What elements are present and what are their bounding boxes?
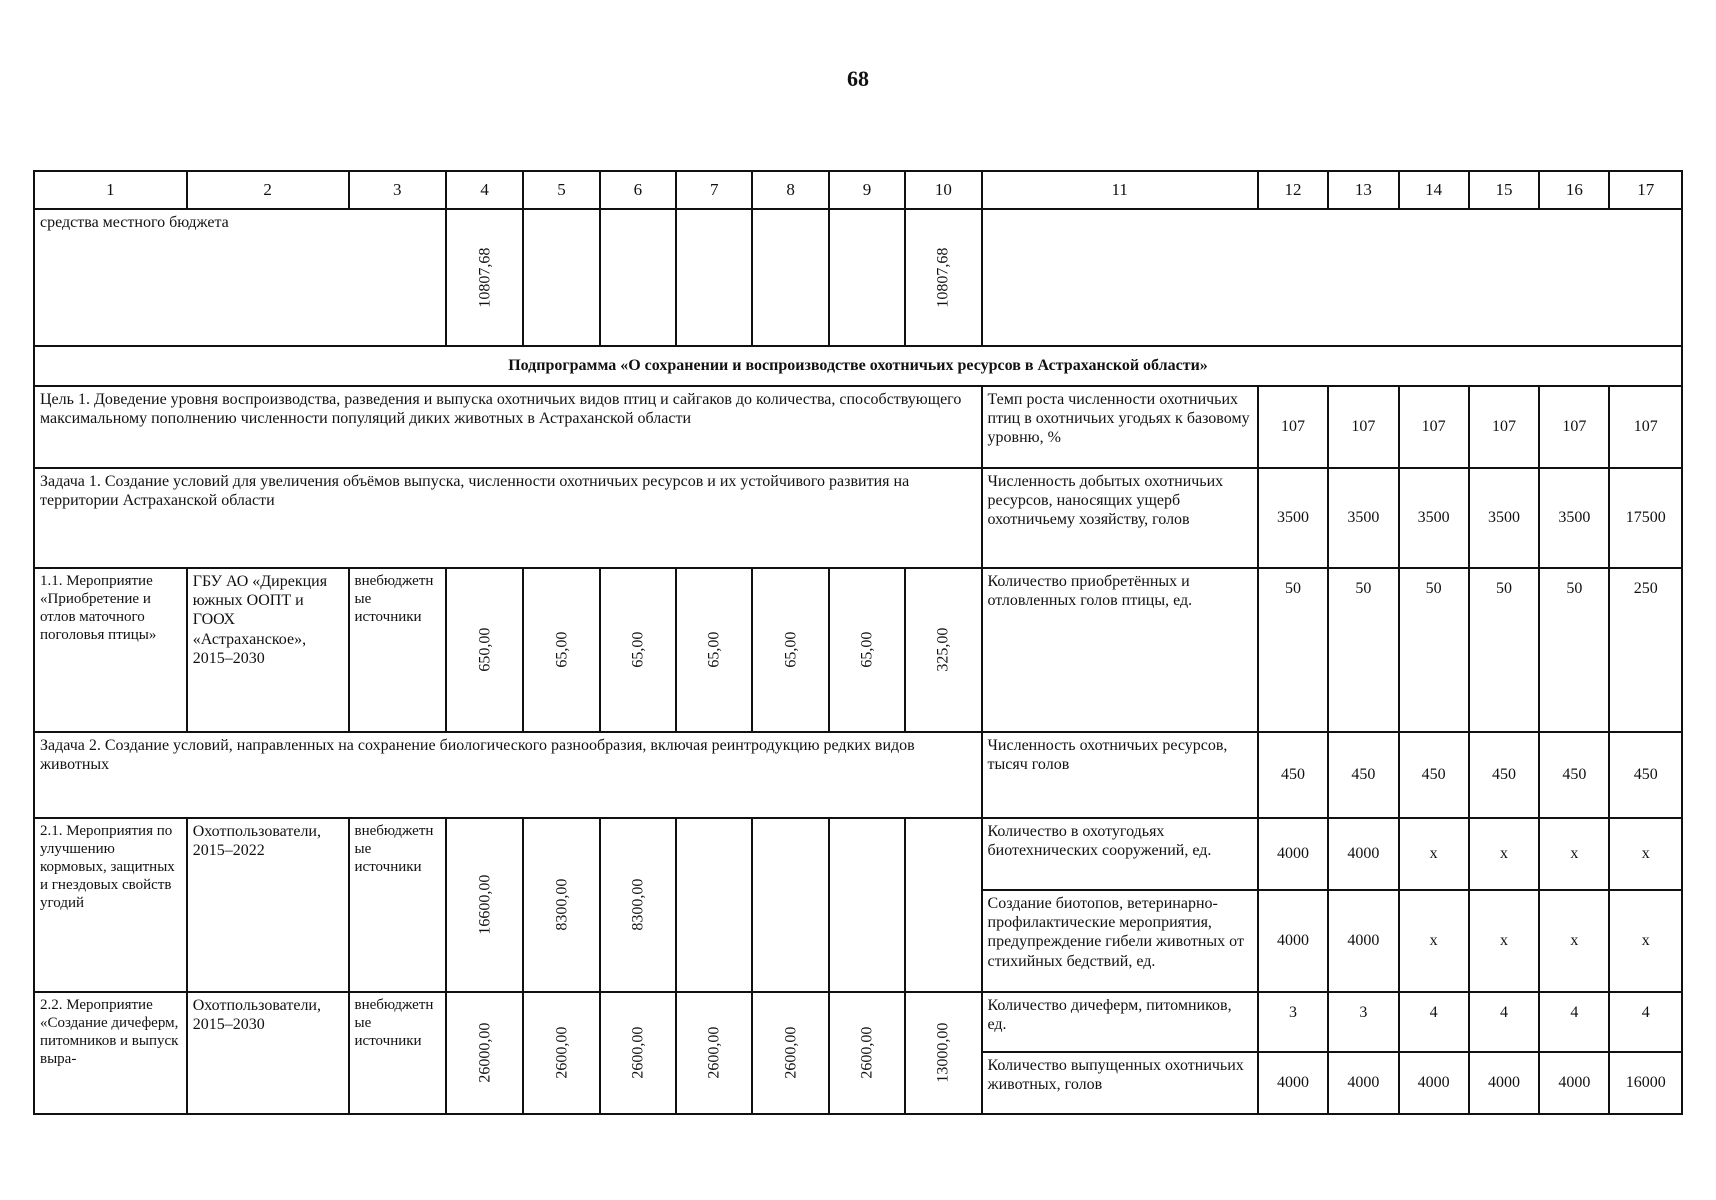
col-header: 11 [982, 171, 1258, 209]
indicator-value: 4000 [1328, 818, 1398, 890]
indicator-value: х [1539, 890, 1609, 992]
indicator-text: Количество дичеферм, питомников, ед. [982, 992, 1258, 1052]
col-header: 13 [1328, 171, 1398, 209]
indicator-value: 3500 [1539, 468, 1609, 568]
indicator-value: х [1539, 818, 1609, 890]
funding-source-label: средства местного бюджета [34, 209, 446, 346]
measure-row [34, 992, 1682, 1052]
col-header: 8 [752, 171, 828, 209]
indicator-value: 4000 [1469, 1052, 1539, 1114]
indicator-value: 4000 [1539, 1052, 1609, 1114]
indicator-value: 50 [1258, 568, 1328, 732]
col-header: 9 [829, 171, 905, 209]
funding-source: внебюджетные источники [349, 568, 446, 732]
page-number: 68 [847, 66, 869, 91]
indicator-value: 450 [1399, 732, 1469, 818]
indicator-value: х [1469, 818, 1539, 890]
amount-cell: 65,00 [829, 568, 905, 732]
funding-source: внебюджетные источники [349, 818, 446, 992]
indicator-value: 4000 [1258, 818, 1328, 890]
indicator-value: х [1609, 818, 1682, 890]
amount-cell: 2600,00 [676, 992, 752, 1114]
amount-cell: 16600,00 [446, 818, 523, 992]
indicator-value: 17500 [1609, 468, 1682, 568]
indicator-value: х [1609, 890, 1682, 992]
measure-row [34, 818, 1682, 890]
indicator-value: 3 [1328, 992, 1398, 1052]
col-header: 14 [1399, 171, 1469, 209]
amount-cell: 65,00 [752, 568, 828, 732]
col-header: 10 [905, 171, 981, 209]
indicator-value: 50 [1328, 568, 1398, 732]
col-header: 6 [600, 171, 676, 209]
measure-executor: Охотпользователи, 2015–2030 [187, 992, 349, 1114]
indicator-text: Количество выпущенных охотничьих животных, голов [982, 1052, 1258, 1114]
indicator-value: 107 [1609, 386, 1682, 468]
indicator-value: 450 [1539, 732, 1609, 818]
indicator-value: 107 [1539, 386, 1609, 468]
col-header: 7 [676, 171, 752, 209]
indicator-value: 450 [1609, 732, 1682, 818]
task-text: Задача 2. Создание условий, направленных на сохранение биологического разнообразия, включая реинтродукцию редких видов животных [34, 732, 982, 818]
col-header: 12 [1258, 171, 1328, 209]
funding-source: внебюджетные источники [349, 992, 446, 1114]
indicator-value: 107 [1469, 386, 1539, 468]
col-header: 5 [523, 171, 599, 209]
indicator-value: 3500 [1399, 468, 1469, 568]
indicator-value: 4000 [1328, 1052, 1398, 1114]
indicator-value: 450 [1328, 732, 1398, 818]
indicator-value: 3500 [1258, 468, 1328, 568]
measure-row [34, 568, 1682, 732]
indicator-value: 107 [1399, 386, 1469, 468]
local-budget-row [34, 209, 1682, 346]
indicator-value: 4000 [1328, 890, 1398, 992]
indicator-value: 4000 [1399, 1052, 1469, 1114]
indicator-value: 4000 [1258, 890, 1328, 992]
indicator-text: Темп роста численности охотничьих птиц в охотничьих угодьях к базовому уровню, % [982, 386, 1258, 468]
task-row [34, 732, 1682, 818]
indicator-value: 107 [1258, 386, 1328, 468]
indicator-value: 16000 [1609, 1052, 1682, 1114]
indicator-value: 4000 [1258, 1052, 1328, 1114]
goal-text: Цель 1. Доведение уровня воспроизводства, разведения и выпуска охотничьих видов птиц и сайгаков до количества, способствующего максимальному пополнению численности популяций диких животных в Астраханской области [34, 386, 982, 468]
indicator-value: х [1469, 890, 1539, 992]
amount-cell: 2600,00 [829, 992, 905, 1114]
amount-cell: 10807,68 [905, 209, 981, 346]
measure-name: 2.2. Мероприятие «Создание дичеферм, питомников и выпуск выра- [34, 992, 187, 1114]
col-header: 17 [1609, 171, 1682, 209]
amount-cell: 2600,00 [523, 992, 599, 1114]
indicator-value: 3500 [1328, 468, 1398, 568]
column-number-row [34, 171, 1682, 209]
indicator-text: Численность добытых охотничьих ресурсов, наносящих ущерб охотничьему хозяйству, голов [982, 468, 1258, 568]
col-header: 3 [349, 171, 446, 209]
amount-cell: 13000,00 [905, 992, 981, 1114]
amount-cell: 8300,00 [523, 818, 599, 992]
indicator-text: Численность охотничьих ресурсов, тысяч голов [982, 732, 1258, 818]
measure-name: 2.1. Мероприятия по улучшению кормовых, защитных и гнездовых свойств угодий [34, 818, 187, 992]
measure-name: 1.1. Мероприятие «Приобретение и отлов маточного поголовья птицы» [34, 568, 187, 732]
amount-cell: 8300,00 [600, 818, 676, 992]
amount-cell: 65,00 [523, 568, 599, 732]
col-header: 4 [446, 171, 523, 209]
amount-cell: 26000,00 [446, 992, 523, 1114]
indicator-value: 3 [1258, 992, 1328, 1052]
amount-cell: 325,00 [905, 568, 981, 732]
amount-cell: 10807,68 [446, 209, 523, 346]
amount-cell: 650,00 [446, 568, 523, 732]
indicator-text: Количество приобретённых и отловленных голов птицы, ед. [982, 568, 1258, 732]
indicator-value: 250 [1609, 568, 1682, 732]
indicator-text: Создание биотопов, ветеринарно-профилактические мероприятия, предупреждение гибели животных от стихийных бедствий, ед. [982, 890, 1258, 992]
indicator-value: 50 [1469, 568, 1539, 732]
indicator-value: 4 [1609, 992, 1682, 1052]
indicator-value: 4 [1469, 992, 1539, 1052]
indicator-value: 450 [1469, 732, 1539, 818]
indicator-value: 4 [1399, 992, 1469, 1052]
indicator-value: 107 [1328, 386, 1398, 468]
indicator-value: 3500 [1469, 468, 1539, 568]
indicator-value: 4 [1539, 992, 1609, 1052]
measure-executor: ГБУ АО «Дирекция южных ООПТ и ГООХ «Астраханское», 2015–2030 [187, 568, 349, 732]
indicator-text: Количество в охотугодьях биотехнических сооружений, ед. [982, 818, 1258, 890]
col-header: 1 [34, 171, 187, 209]
measure-executor: Охотпользователи, 2015–2022 [187, 818, 349, 992]
indicator-value: х [1399, 890, 1469, 992]
indicator-value: 50 [1539, 568, 1609, 732]
amount-cell: 65,00 [676, 568, 752, 732]
subprogram-row [34, 346, 1682, 386]
amount-cell: 2600,00 [600, 992, 676, 1114]
col-header: 2 [187, 171, 349, 209]
task-text: Задача 1. Создание условий для увеличения объёмов выпуска, численности охотничьих ресурсов и их устойчивого развития на территории Астраханской области [34, 468, 982, 568]
indicator-value: 50 [1399, 568, 1469, 732]
task-row [34, 468, 1682, 568]
amount-cell: 2600,00 [752, 992, 828, 1114]
goal-row [34, 386, 1682, 468]
indicator-value: х [1399, 818, 1469, 890]
program-table [33, 170, 1683, 1115]
indicator-value: 450 [1258, 732, 1328, 818]
amount-cell: 65,00 [600, 568, 676, 732]
col-header: 16 [1539, 171, 1609, 209]
subprogram-title: Подпрограмма «О сохранении и воспроизводстве охотничьих ресурсов в Астраханской области» [34, 346, 1682, 386]
col-header: 15 [1469, 171, 1539, 209]
